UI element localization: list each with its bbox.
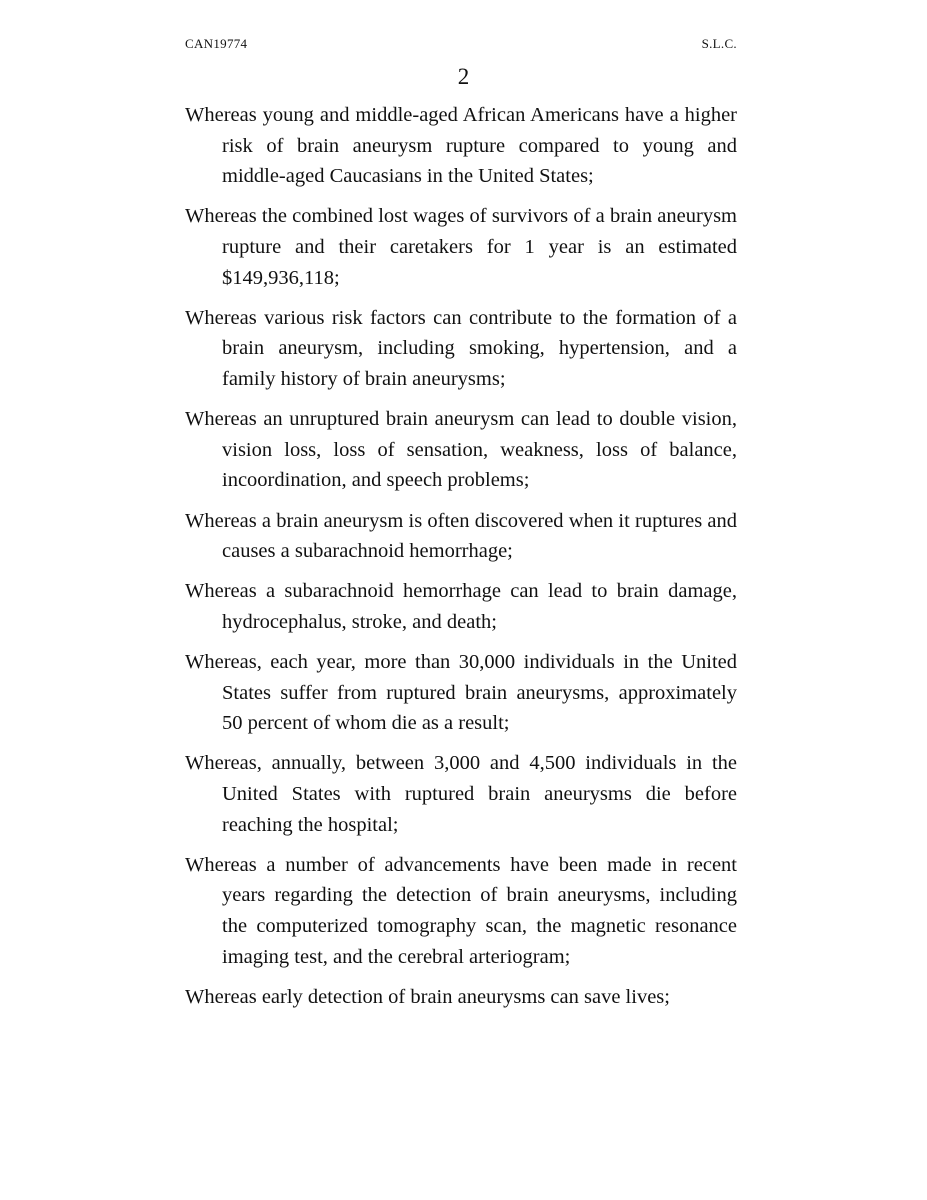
whereas-clauses bbox=[185, 100, 737, 1022]
whereas-clause: Whereas various risk factors can contribute to the formation of a brain aneurysm, including smoking, hypertension, and a family history of brain aneurysms; bbox=[185, 306, 737, 390]
whereas-clause: Whereas young and middle-aged African Americans have a higher risk of brain aneurysm rupture compared to young and middle-aged Caucasians in the United States; bbox=[185, 104, 737, 188]
whereas-clause: Whereas, each year, more than 30,000 individuals in the United States suffer from ruptured brain aneurysms, approximately 50 percent of whom die as a result; bbox=[185, 651, 737, 735]
document-id: CAN19774 bbox=[185, 36, 248, 51]
whereas-clause: Whereas the combined lost wages of survivors of a brain aneurysm rupture and their caretakers for 1 year is an estimated $149,936,118; bbox=[185, 205, 737, 289]
whereas-clause: Whereas early detection of brain aneurysms can save lives; bbox=[185, 985, 670, 1008]
whereas-clause: Whereas a number of advancements have been made in recent years regarding the detection of brain aneurysms, including the computerized tomography scan, the magnetic resonance imaging test, and the cerebral arteriogram; bbox=[185, 853, 737, 968]
whereas-clause: Whereas a brain aneurysm is often discovered when it ruptures and causes a subarachnoid hemorrhage; bbox=[185, 509, 737, 563]
page-number: 2 bbox=[457, 64, 470, 89]
office-code: S.L.C. bbox=[701, 36, 737, 51]
whereas-clause: Whereas a subarachnoid hemorrhage can lead to brain damage, hydrocephalus, stroke, and death; bbox=[185, 580, 737, 633]
whereas-clause: Whereas, annually, between 3,000 and 4,500 individuals in the United States with ruptured brain aneurysms die before reaching the hospital; bbox=[185, 752, 737, 836]
whereas-clause: Whereas an unruptured brain aneurysm can lead to double vision, vision loss, loss of sensation, weakness, loss of balance, incoordination, and speech problems; bbox=[185, 408, 737, 492]
